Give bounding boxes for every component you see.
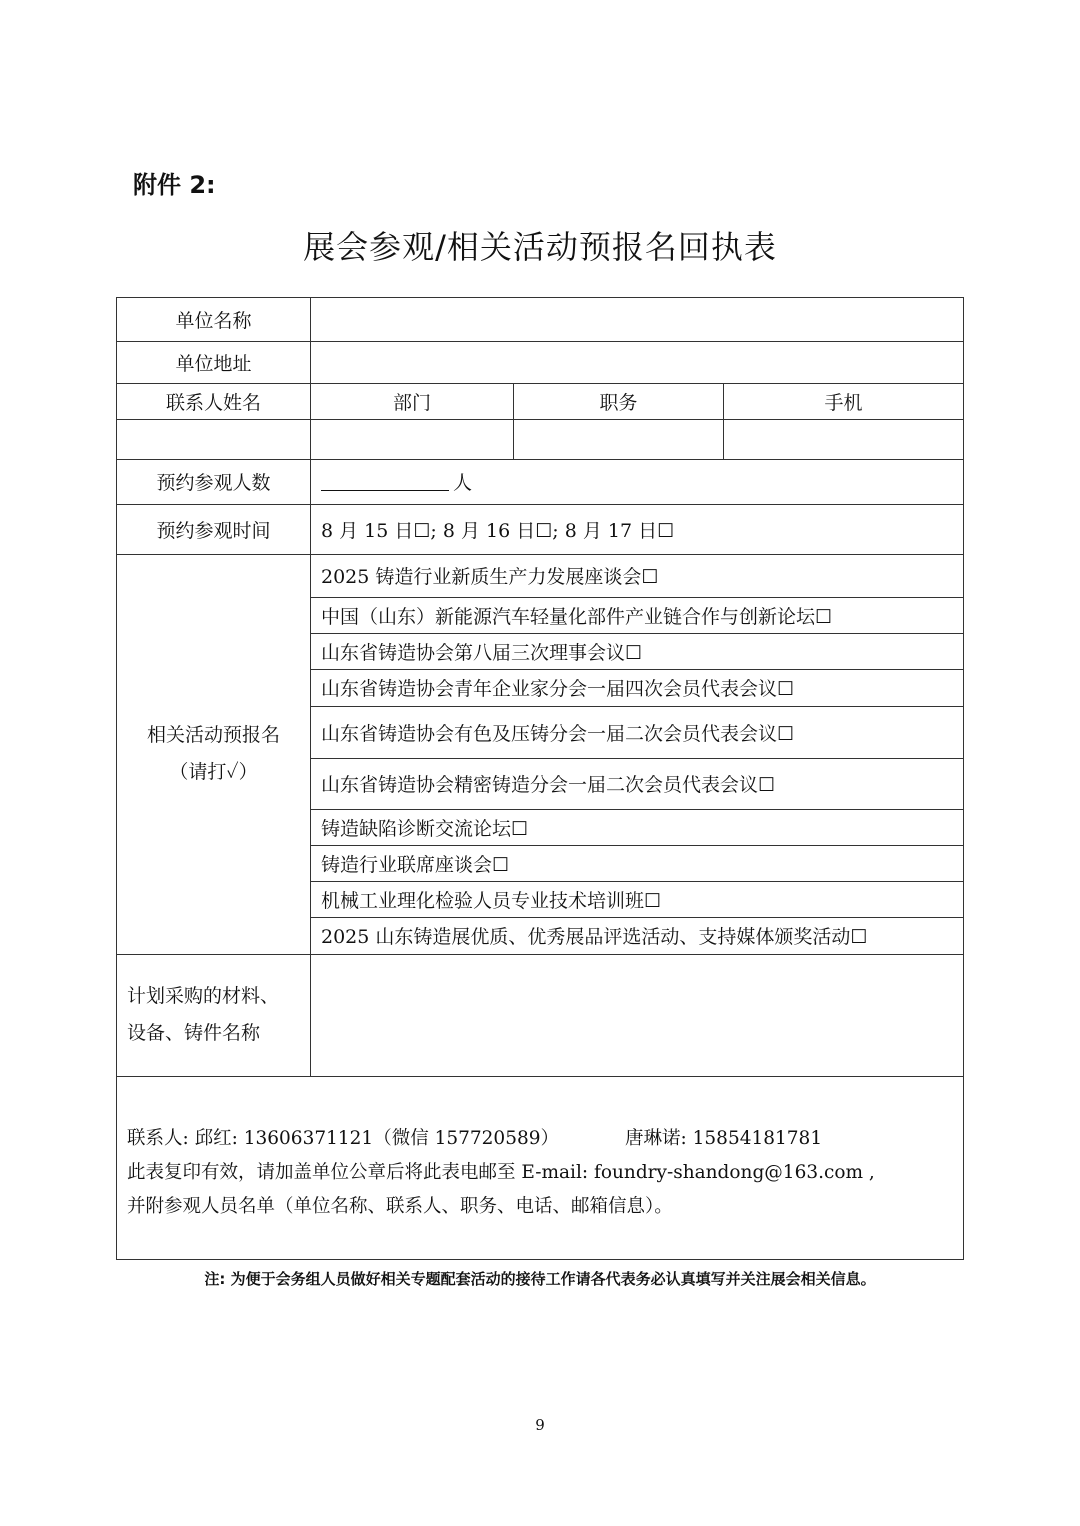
activity-option[interactable]: 山东省铸造协会青年企业家分会一届四次会员代表会议☐: [321, 678, 795, 700]
activities-label: [117, 554, 310, 954]
contact-person-qiu: 联系人: 邱红: 13606371121（微信 157720589）: [127, 1128, 560, 1149]
activity-option[interactable]: 山东省铸造协会精密铸造分会一届二次会员代表会议☐: [321, 774, 776, 796]
contact-info-block: [117, 1076, 963, 1259]
activity-option[interactable]: 山东省铸造协会第八届三次理事会议☐: [321, 641, 643, 664]
position-field[interactable]: [514, 419, 723, 459]
unit-name-field[interactable]: [311, 298, 963, 341]
contact-person-tang: 唐琳诺: 15854181781: [625, 1128, 823, 1149]
contact-name-label: 联系人姓名: [165, 391, 261, 414]
mobile-field[interactable]: [724, 419, 963, 459]
contact-line-3: 并附参观人员名单（单位名称、联系人、职务、电话、邮箱信息）。: [127, 1196, 673, 1217]
contact-name-field[interactable]: [117, 419, 310, 459]
activity-option[interactable]: 山东省铸造协会有色及压铸分会一届二次会员代表会议☐: [321, 722, 795, 745]
unit-address-label: 单位地址: [175, 352, 252, 375]
activities-label-line1: 相关活动预报名: [146, 724, 280, 746]
unit-address-field[interactable]: [311, 341, 963, 383]
page-number: 9: [535, 1416, 545, 1434]
purchase-label-line1: 计划采购的材料、: [127, 985, 280, 1007]
visitor-count-field[interactable]: [311, 459, 963, 504]
activities-label-line2: （请打✓）: [169, 761, 258, 783]
visitor-count-label: 预约参观人数: [156, 472, 271, 494]
unit-name-label: 单位名称: [175, 310, 252, 332]
activity-option[interactable]: 铸造缺陷诊断交流论坛☐: [321, 817, 529, 840]
visit-time-options[interactable]: 8 月 15 日☐; 8 月 16 日☐; 8 月 17 日☐: [321, 519, 675, 542]
footnote: 注: 为便于会务组人员做好相关专题配套活动的接待工作请各代表务必认真填写并关注展会相关信息。: [204, 1270, 876, 1288]
activity-option[interactable]: 2025 铸造行业新质生产力发展座谈会☐: [321, 566, 659, 588]
activity-option[interactable]: 2025 山东铸造展优质、优秀展品评选活动、支持媒体颁奖活动☐: [321, 926, 868, 948]
mobile-label: 手机: [824, 391, 863, 414]
registration-form-table: [116, 297, 964, 1260]
contact-line-1: [127, 1122, 875, 1156]
activity-option[interactable]: 机械工业理化检验人员专业技术培训班☐: [321, 889, 662, 912]
purchase-label: [127, 954, 310, 1076]
attachment-label: 附件 2:: [133, 171, 216, 199]
department-label: 部门: [392, 391, 431, 414]
visit-time-label: 预约参观时间: [156, 519, 271, 542]
position-label: 职务: [599, 391, 638, 414]
visitor-count-blank[interactable]: [321, 472, 449, 491]
activity-option[interactable]: 中国（山东）新能源汽车轻量化部件产业链合作与创新论坛☐: [321, 605, 833, 628]
activity-option[interactable]: 铸造行业联席座谈会☐: [321, 853, 510, 876]
visitor-count-unit: 人: [453, 472, 473, 494]
form-title: 展会参观/相关活动预报名回执表: [303, 228, 777, 266]
purchase-label-line2: 设备、铸件名称: [127, 1022, 261, 1044]
department-field[interactable]: [311, 419, 513, 459]
purchase-field[interactable]: [311, 954, 963, 1076]
contact-line-2: 此表复印有效，请加盖单位公章后将此表电邮至 E-mail: foundry-shandong@163.com ,: [127, 1162, 875, 1183]
